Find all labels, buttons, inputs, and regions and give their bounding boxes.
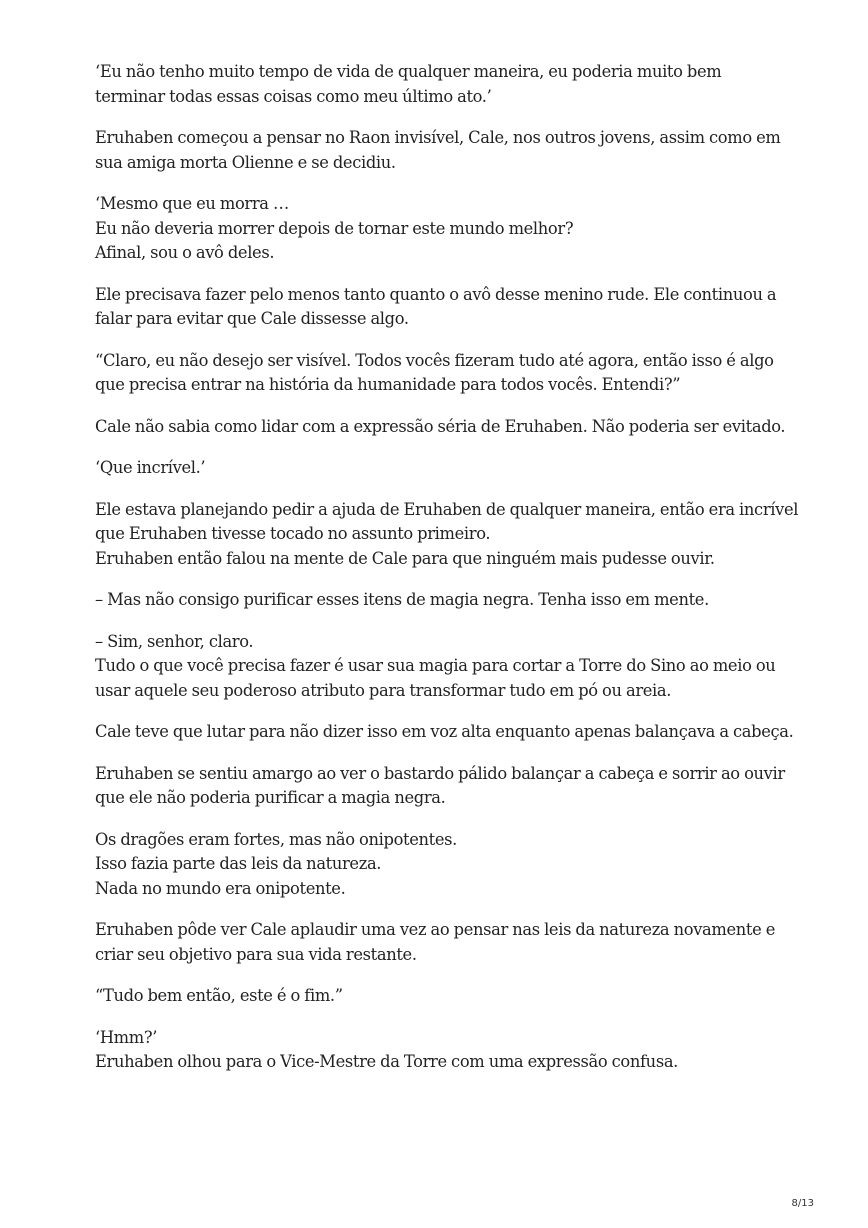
text-line: – Mas não consigo purificar esses itens de magia negra. Tenha isso em mente. <box>95 590 709 609</box>
paragraph <box>95 349 795 398</box>
paragraph <box>95 984 795 1009</box>
text-line: “Tudo bem então, este é o fim.” <box>95 986 343 1005</box>
text-line: Eruhaben olhou para o Vice-Mestre da Torre com uma expressão confusa. <box>95 1052 679 1071</box>
text-line: Nada no mundo era onipotente. <box>95 878 346 898</box>
paragraph <box>95 1026 795 1075</box>
paragraph <box>95 60 795 109</box>
text-line: sua amiga morta Olienne e se decidiu. <box>95 152 396 172</box>
text-line: ‘Que incrível.’ <box>95 458 206 477</box>
text-line: Ele estava planejando pedir a ajuda de Eruhaben de qualquer maneira, então era incrível <box>95 499 799 519</box>
paragraph <box>95 588 795 613</box>
paragraph <box>95 192 795 266</box>
text-line: que ele não poderia purificar a magia negra. <box>95 788 446 807</box>
text-line: Eruhaben se sentiu amargo ao ver o bastardo pálido balançar a cabeça e sorrir ao ouvir <box>95 763 785 783</box>
text-line: falar para evitar que Cale dissesse algo. <box>95 309 409 328</box>
text-line: Eruhaben começou a pensar no Raon invisível, Cale, nos outros jovens, assim como em <box>95 128 781 147</box>
paragraph <box>95 630 795 704</box>
text-line: usar aquele seu poderoso atributo para transformar tudo em pó ou areia. <box>95 680 672 700</box>
text-line: ‘Eu não tenho muito tempo de vida de qualquer maneira, eu poderia muito bem <box>95 62 722 81</box>
text-line: Eruhaben então falou na mente de Cale para que ninguém mais pudesse ouvir. <box>95 548 715 568</box>
paragraph <box>95 415 795 440</box>
paragraph <box>95 828 795 902</box>
paragraph <box>95 918 795 967</box>
paragraph <box>95 498 799 572</box>
text-line: Isso fazia parte das leis da natureza. <box>95 854 382 873</box>
text-line: Cale teve que lutar para não dizer isso em voz alta enquanto apenas balançava a cabeça. <box>95 722 794 741</box>
paragraph <box>95 456 795 481</box>
text-line: que precisa entrar na história da humanidade para todos vocês. Entendi?” <box>95 375 681 394</box>
text-line: que Eruhaben tivesse tocado no assunto primeiro. <box>95 524 491 543</box>
paragraph <box>95 283 795 332</box>
text-line: ‘Mesmo que eu morra … <box>95 194 289 213</box>
text-line: Eu não deveria morrer depois de tornar este mundo melhor? <box>95 218 574 238</box>
text-line: Afinal, sou o avô deles. <box>95 243 275 262</box>
paragraph <box>95 762 795 811</box>
page-number: 8/13 <box>791 1198 814 1209</box>
text-line: criar seu objetivo para sua vida restante. <box>95 944 417 964</box>
text-line: Eruhaben pôde ver Cale aplaudir uma vez ao pensar nas leis da natureza novamente e <box>95 920 775 939</box>
paragraph <box>95 126 795 175</box>
text-line: – Sim, senhor, claro. <box>95 631 254 651</box>
text-line: ‘Hmm?’ <box>95 1027 158 1047</box>
document-body <box>95 60 799 1092</box>
text-line: Cale não sabia como lidar com a expressão séria de Eruhaben. Não poderia ser evitado. <box>95 416 786 436</box>
text-line: Tudo o que você precisa fazer é usar sua magia para cortar a Torre do Sino ao meio ou <box>95 656 776 675</box>
text-line: Os dragões eram fortes, mas não onipotentes. <box>95 829 457 849</box>
text-line: “Claro, eu não desejo ser visível. Todos vocês fizeram tudo até agora, então isso é algo <box>95 350 774 370</box>
text-line: Ele precisava fazer pelo menos tanto quanto o avô desse menino rude. Ele continuou a <box>95 284 777 304</box>
text-line: terminar todas essas coisas como meu último ato.’ <box>95 86 492 106</box>
paragraph <box>95 720 795 745</box>
